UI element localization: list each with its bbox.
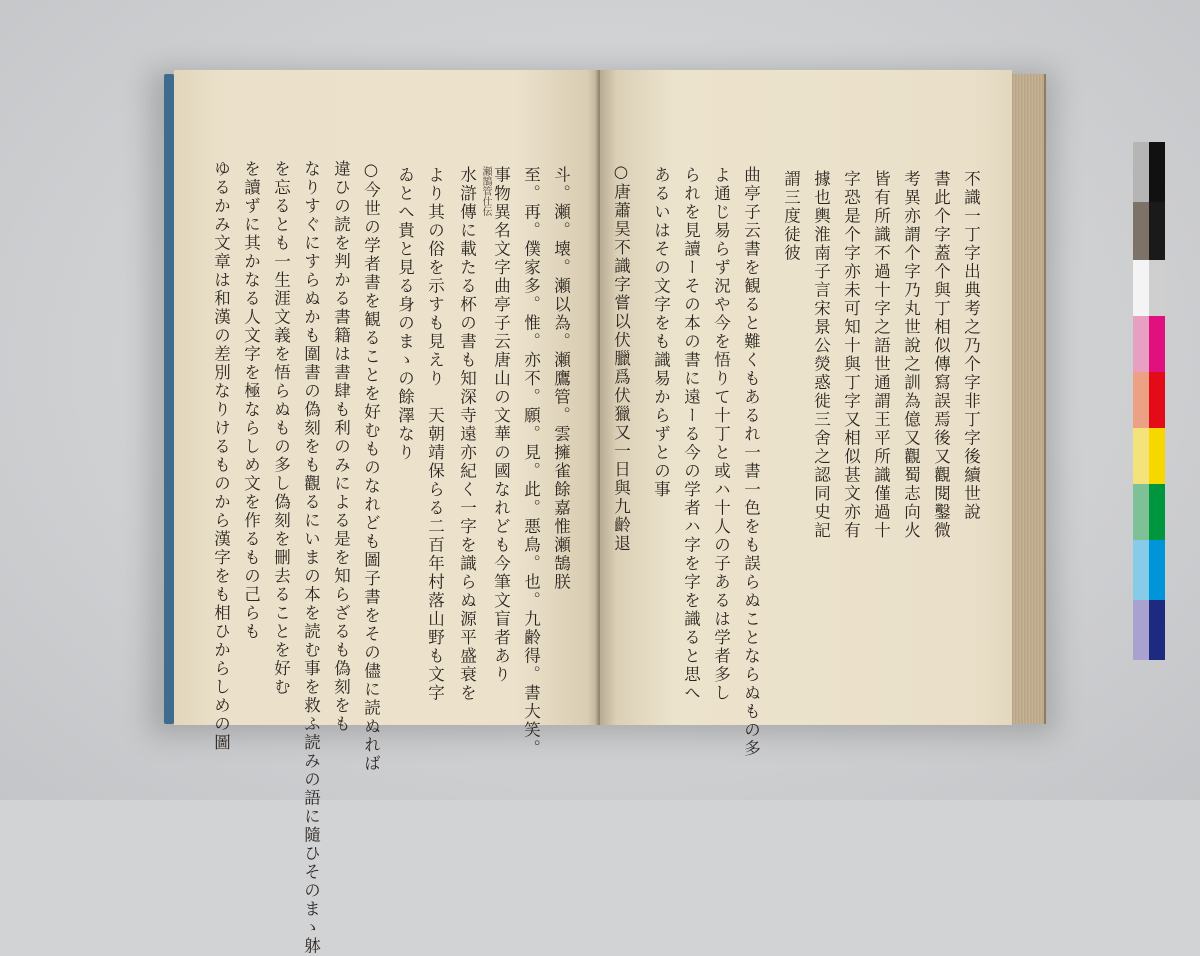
text-column: 書此个字蓋个與丁相似傳寫誤焉後又觀閱鑿微 (931, 170, 951, 540)
text-column: なりすぐにすらぬかも圍書の偽刻をも觀るにいまの本を読む事を救ふ読みの語に隨ひそのまゝ躰 (301, 160, 321, 956)
text-column: よ通じ易らず況や今を悟りて十丁と或ハ十人の子あるは学者多し (711, 166, 731, 703)
text-column: を忘るとも一生涯文義を悟らぬもの多し偽刻を刪去ることを好む (271, 160, 291, 697)
swatch-white (1133, 260, 1165, 316)
swatch-cyan (1133, 540, 1165, 600)
text-column: を讀ずに其かなる人文字を極ならしめ文を作るもの己らも (241, 160, 261, 641)
swatch-yellow (1133, 428, 1165, 484)
text-column: られを見讀ーその本の書に遠ーる今の学者ハ字を字を識ると思へ (681, 166, 701, 703)
text-column: 水滸傳に載たる杯の書も知深寺遠亦紀く一字を識らぬ源平盛衰を (457, 166, 477, 703)
text-column: 事物異名文字曲亭子云唐山の文華の國なれども今筆文盲者あり (491, 166, 511, 684)
text-column: 至。再。僕家多。惟。亦不。願。見。此。悪鳥。也。九齢得。書大笑。 (521, 166, 541, 758)
color-calibration-chart (1133, 142, 1165, 660)
open-book (170, 70, 1045, 956)
text-column: 不識一丁字出典考之乃个字非丁字後續世說 (961, 170, 981, 522)
text-column: 謂三度徒彼 (781, 170, 801, 263)
text-column: 據也輿淮南子言宋景公熒惑徙三舍之認同史記 (811, 170, 831, 540)
text-column: 斗。瀬。壊。瀬以為。瀬鷹管。雲擁雀餘嘉惟瀬鵠朕 (551, 166, 571, 592)
text-column: ○唐蕭昊不識字嘗以伏臘爲伏獵又一日與九齡退 (611, 162, 631, 553)
page-edges (1012, 74, 1046, 724)
swatch-red (1133, 372, 1165, 428)
swatch-blue (1133, 600, 1165, 660)
left-page (174, 70, 600, 956)
text-column: ゆるかみ文章は和漢の差別なりけるものから漢字をも相ひからしめの圖 (211, 160, 231, 752)
text-column: あるいはその文字をも識易からずとの事 (651, 166, 671, 499)
annotation-column: 瀬鵠管仕伝 (480, 166, 491, 216)
text-column: 字恐是个字亦未可知十與丁字又相似甚文亦有 (841, 170, 861, 540)
swatch-gray-light (1133, 142, 1165, 202)
right-page (600, 70, 1012, 758)
text-column: より其の俗を示すも見えり 天朝靖保らる二百年村落山野も文字 (425, 166, 445, 703)
text-column: 考異亦謂个字乃丸世說之訓為億又觀蜀志向火 (901, 170, 921, 540)
text-column: ゐとへ貴と見る身のまゝの餘澤なり (395, 166, 415, 462)
text-column: 皆有所識不過十字之語世通謂王平所識僅過十 (871, 170, 891, 540)
text-column: 曲亭子云書を観ると難くもあるれ一書一色をも誤らぬことならぬもの多 (741, 166, 761, 758)
text-column: ○今世の学者書を観ることを好むものなれども圖子書をその儘に読ぬれば (361, 160, 381, 773)
swatch-gray-mid (1133, 202, 1165, 260)
text-column: 違ひの読を判かる書籍は書肆も利のみによる是を知らざるも偽刻をも (331, 160, 351, 734)
swatch-green (1133, 484, 1165, 540)
swatch-magenta (1133, 316, 1165, 372)
